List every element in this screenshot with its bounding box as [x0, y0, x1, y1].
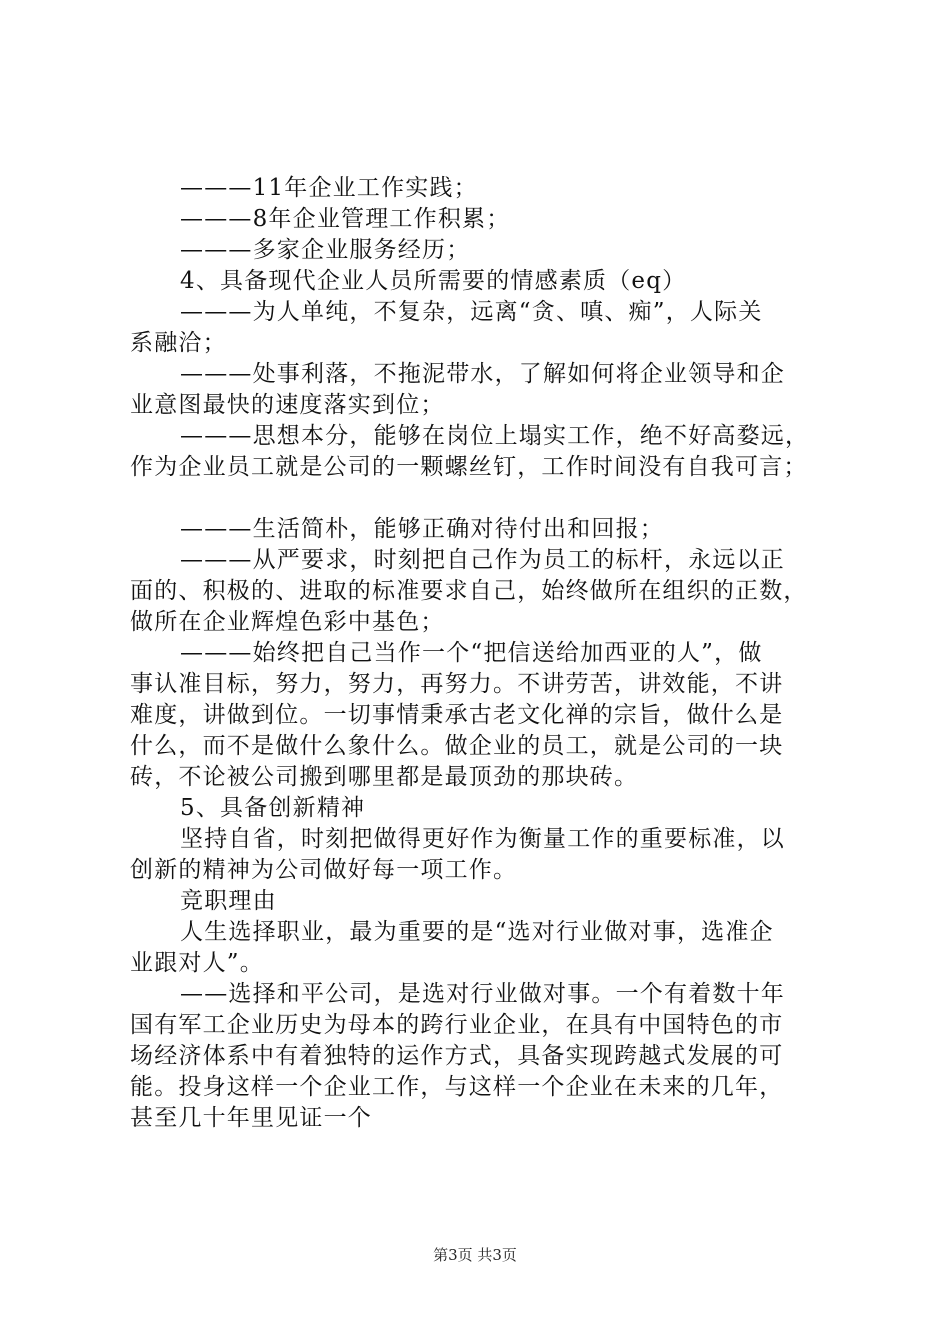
- text-line: 难度，讲做到位。一切事情秉承古老文化禅的宗旨，做什么是: [130, 702, 784, 728]
- text-line: ———思想本分，能够在岗位上塌实工作，绝不好高婺远，: [180, 423, 810, 449]
- text-line: 能。投身这样一个企业工作，与这样一个企业在未来的几年，: [130, 1074, 784, 1100]
- text-line: 做所在企业辉煌色彩中基色；: [130, 609, 445, 635]
- document-body: [130, 173, 835, 1134]
- text-line: 什么，而不是做什么象什么。做企业的员工，就是公司的一块: [130, 733, 784, 759]
- text-line: ———始终把自己当作一个“把信送给加西亚的人”，做: [180, 640, 763, 666]
- text-line: 5、具备创新精神: [180, 795, 366, 821]
- text-line: 砖，不论被公司搬到哪里都是最顶劲的那块砖。: [130, 764, 639, 790]
- text-line: 坚持自省，时刻把做得更好作为衡量工作的重要标准，以: [180, 826, 785, 852]
- text-line: 创新的精神为公司做好每一项工作。: [130, 857, 518, 883]
- text-line: 竞职理由: [180, 888, 277, 914]
- text-line: 甚至几十年里见证一个: [130, 1105, 372, 1131]
- text-line: 作为企业员工就是公司的一颗螺丝钉，工作时间没有自我可言；: [130, 454, 808, 480]
- text-line: 国有军工企业历史为母本的跨行业企业，在具有中国特色的市: [130, 1012, 784, 1038]
- text-line: 面的、积极的、进取的标准要求自己，始终做所在组织的正数，: [130, 578, 808, 604]
- text-line: 业跟对人”。: [130, 950, 264, 976]
- text-line: 业意图最快的速度落实到位；: [130, 392, 445, 418]
- text-line: 场经济体系中有着独特的运作方式，具备实现跨越式发展的可: [130, 1043, 784, 1069]
- text-line: 事认准目标，努力，努力，再努力。不讲劳苦，讲效能，不讲: [130, 671, 784, 697]
- text-line: 系融洽；: [130, 330, 227, 356]
- text-line: 人生选择职业，最为重要的是“选对行业做对事，选准企: [180, 919, 774, 945]
- blank-line: [130, 483, 835, 514]
- text-line: ———8年企业管理工作积累；: [180, 206, 511, 232]
- text-line: ———处事利落，不拖泥带水，了解如何将企业领导和企: [180, 361, 785, 387]
- page-footer: 第3页 共3页: [433, 1246, 517, 1264]
- text-line: ——选择和平公司，是选对行业做对事。一个有着数十年: [180, 981, 785, 1007]
- text-line: ———11年企业工作实践；: [180, 175, 478, 201]
- text-line: 4、具备现代企业人员所需要的情感素质（eq）: [180, 268, 687, 294]
- text-line: ———生活简朴，能够正确对待付出和回报；: [180, 516, 664, 542]
- text-line: ———从严要求，时刻把自己作为员工的标杆，永远以正: [180, 547, 785, 573]
- text-line: ———多家企业服务经历；: [180, 237, 471, 263]
- text-line: ———为人单纯，不复杂，远离“贪、嗔、痴”，人际关: [180, 299, 763, 325]
